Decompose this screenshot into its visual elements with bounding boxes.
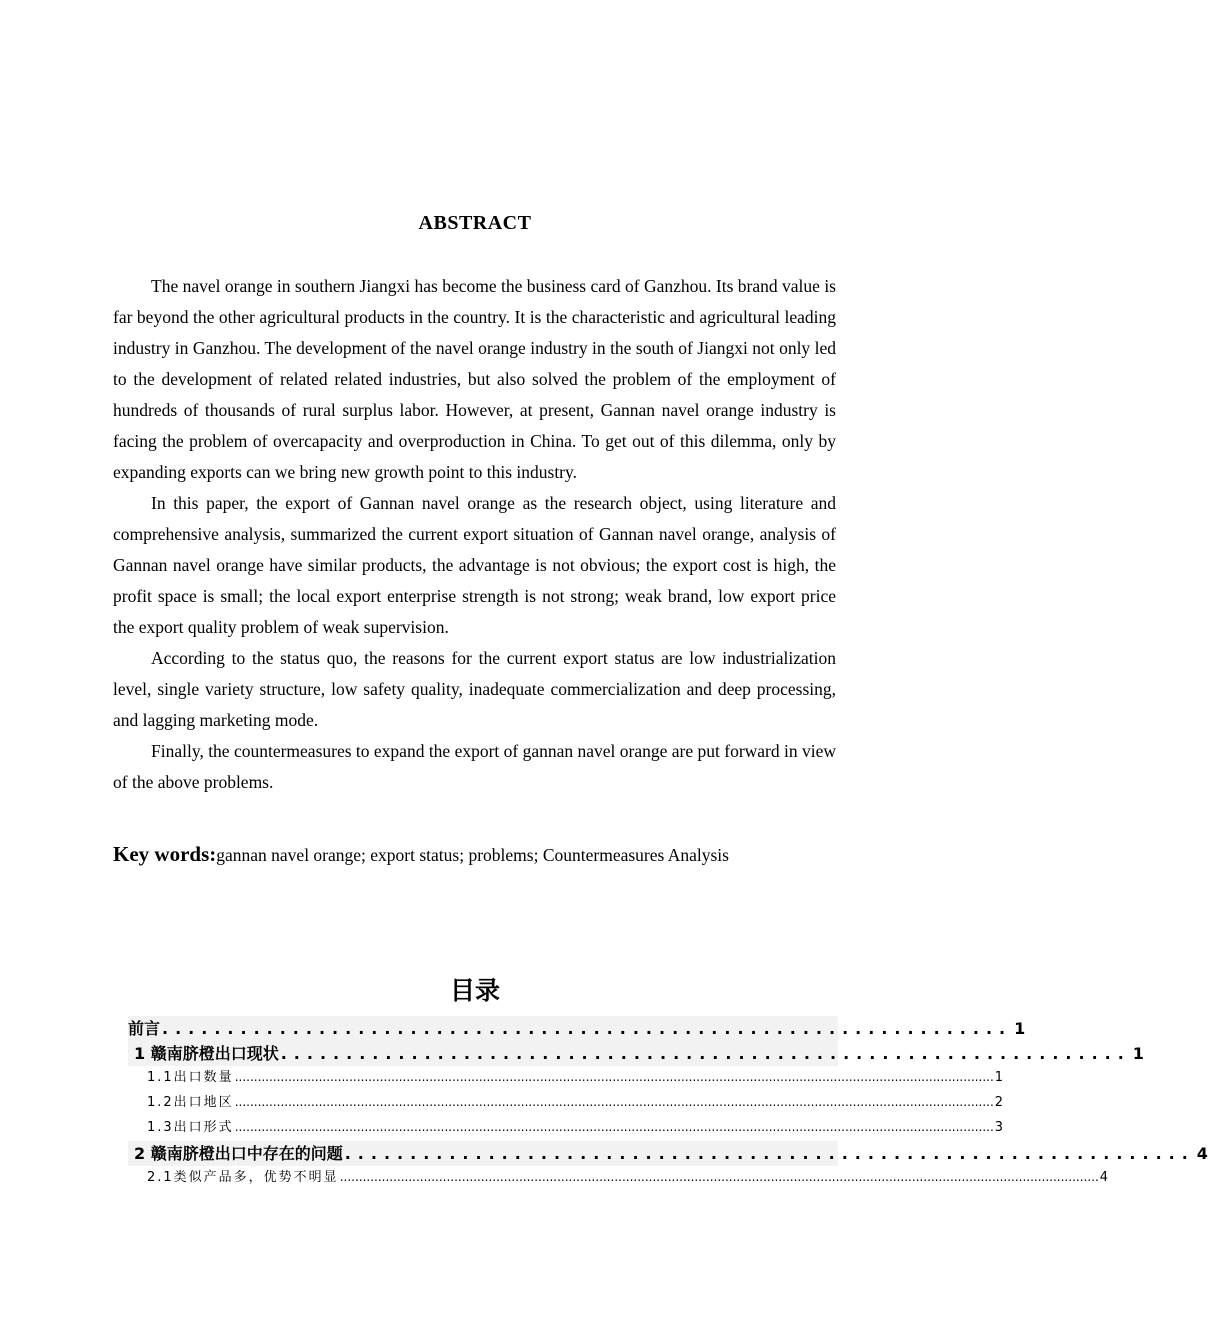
toc-entry-label: 前言 [128,1019,161,1038]
toc-entry-page: 1 [1132,1044,1144,1063]
toc-entry[interactable] [128,1166,1109,1191]
toc-title: 目录 [449,976,500,1005]
toc-entry-label: 2 赣南脐橙出口中存在的问题 [134,1144,343,1163]
toc-entry-page: 4 [1196,1144,1208,1163]
keywords-text: gannan navel orange; export status; problems; Countermeasures Analysis [216,845,729,865]
toc-entry[interactable] [128,1091,1004,1116]
abstract-body [113,271,836,798]
toc-entry-label: 1.2出口地区 [147,1095,234,1110]
toc-leader-dots: ................................................................. [280,1044,1131,1063]
toc-entry-label: 1.3出口形式 [147,1120,234,1135]
abstract-paragraph: The navel orange in southern Jiangxi has become the business card of Ganzhou. Its brand value is far beyond the other agricultural products in the country. It is the characteristic and agricultural leading industry in Ganzhou. The development of the navel orange industry in the south of Jiangxi not only led to the development of related related industries, but also solved the problem of the employment of hundreds of thousands of rural surplus labor. However, at present, Gannan navel orange industry is facing the problem of overcapacity and overproduction in China. To get out of this dilemma, only by expanding exports can we bring new growth point to this industry. [113,276,836,482]
toc-entry[interactable] [128,1116,1004,1141]
toc-leader-dots: ................................................................. [344,1144,1195,1163]
toc-entry[interactable] [128,1066,1004,1091]
toc-entry-page: 4 [1099,1170,1109,1185]
toc-entry[interactable] [128,1141,1208,1166]
toc-entry-page: 1 [994,1070,1004,1085]
abstract-paragraph: According to the status quo, the reasons for the current export status are low industrialization level, single variety structure, low safety quality, inadequate commercialization and deep processing, and lagging marketing mode. [113,648,836,730]
toc-leader-dots: ....................................................................................................................................................................................................... [339,1170,1099,1184]
abstract-paragraph: Finally, the countermeasures to expand the export of gannan navel orange are put forward in view of the above problems. [113,741,837,792]
abstract-title: ABSTRACT [418,212,532,234]
toc-entry[interactable] [128,1016,1026,1041]
table-of-contents [128,1016,1208,1191]
abstract-paragraph: In this paper, the export of Gannan navel orange as the research object, using literature and comprehensive analysis, summarized the current export situation of Gannan navel orange, analysis of Gannan navel orange have similar products, the advantage is not obvious; the export cost is high, the profit space is small; the local export enterprise strength is not strong; weak brand, low export price the export quality problem of weak supervision. [113,493,836,637]
toc-entry[interactable] [128,1041,1144,1066]
toc-entry-label: 1 赣南脐橙出口现状 [134,1044,279,1063]
keywords-label: Key words: [113,842,217,866]
toc-entry-label: 2.1类似产品多，优势不明显 [147,1170,339,1185]
toc-leader-dots: ....................................................................................................................................................................................................... [234,1070,994,1084]
toc-leader-dots: ................................................................. [162,1019,1013,1038]
toc-entry-label: 1.1出口数量 [147,1070,234,1085]
toc-leader-dots: ....................................................................................................................................................................................................... [234,1120,994,1134]
keywords-line [113,842,853,867]
toc-leader-dots: ....................................................................................................................................................................................................... [234,1095,994,1109]
toc-entry-page: 2 [994,1095,1004,1110]
toc-entry-page: 3 [994,1120,1004,1135]
toc-entry-page: 1 [1014,1019,1026,1038]
